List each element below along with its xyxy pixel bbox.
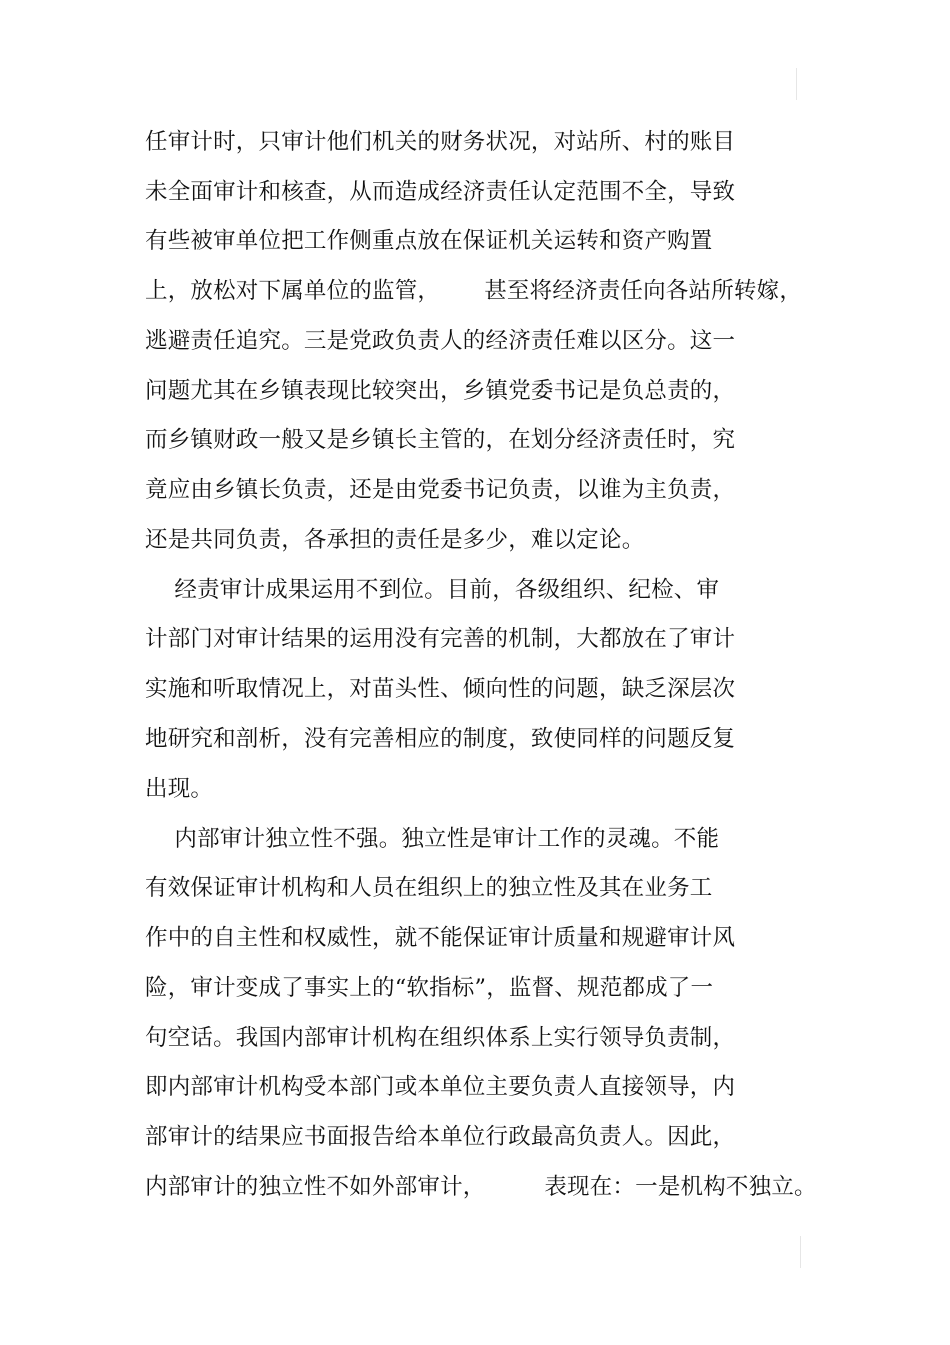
body-text-line: 出现。 — [145, 776, 214, 802]
page-edge-marker-bottom — [800, 1236, 801, 1268]
body-text-line: 部审计的结果应书面报告给本单位行政最高负责人。因此， — [145, 1124, 736, 1150]
body-text-line: 地研究和剖析，没有完善相应的制度，致使同样的问题反复 — [145, 726, 736, 752]
body-text-line: 逃避责任追究。三是党政负责人的经济责任难以区分。这一 — [145, 328, 736, 354]
body-text-line: 任审计时，只审计他们机关的财务状况，对站所、村的账目 — [145, 129, 736, 155]
body-text-line: 即内部审计机构受本部门或本单位主要负责人直接领导，内 — [145, 1074, 736, 1100]
body-text-line: 有些被审单位把工作侧重点放在保证机关运转和资产购置 — [145, 228, 713, 254]
body-text-line: 险，审计变成了事实上的“软指标”，监督、规范都成了一 — [145, 975, 714, 1001]
body-text-line: 内部审计的独立性不如外部审计， 表现在：一是机构不独立。 — [145, 1174, 817, 1200]
body-text-line: 计部门对审计结果的运用没有完善的机制，大都放在了审计 — [145, 626, 736, 652]
body-text-line: 未全面审计和核查，从而造成经济责任认定范围不全，导致 — [145, 179, 736, 205]
body-text-line: 问题尤其在乡镇表现比较突出，乡镇党委书记是负总责的， — [145, 378, 736, 404]
body-text-line: 句空话。我国内部审计机构在组织体系上实行领导负责制， — [145, 1025, 736, 1051]
page-edge-marker-top — [796, 68, 797, 100]
body-text-line: 竟应由乡镇长负责，还是由党委书记负责，以谁为主负责， — [145, 477, 736, 503]
body-text-line: 而乡镇财政一般又是乡镇长主管的，在划分经济责任时，究 — [145, 427, 736, 453]
paragraph-first-line: 经责审计成果运用不到位。目前，各级组织、纪检、审 — [145, 577, 720, 603]
body-text-line: 实施和听取情况上，对苗头性、倾向性的问题，缺乏深层次 — [145, 676, 736, 702]
body-text-line: 有效保证审计机构和人员在组织上的独立性及其在业务工 — [145, 875, 713, 901]
paragraph-first-line: 内部审计独立性不强。独立性是审计工作的灵魂。不能 — [145, 826, 720, 852]
body-text-line: 作中的自主性和权威性，就不能保证审计质量和规避审计风 — [145, 925, 736, 951]
body-text-line: 还是共同负责，各承担的责任是多少，难以定论。 — [145, 527, 645, 553]
body-text-line: 上，放松对下属单位的监管， 甚至将经济责任向各站所转嫁， — [145, 278, 803, 304]
